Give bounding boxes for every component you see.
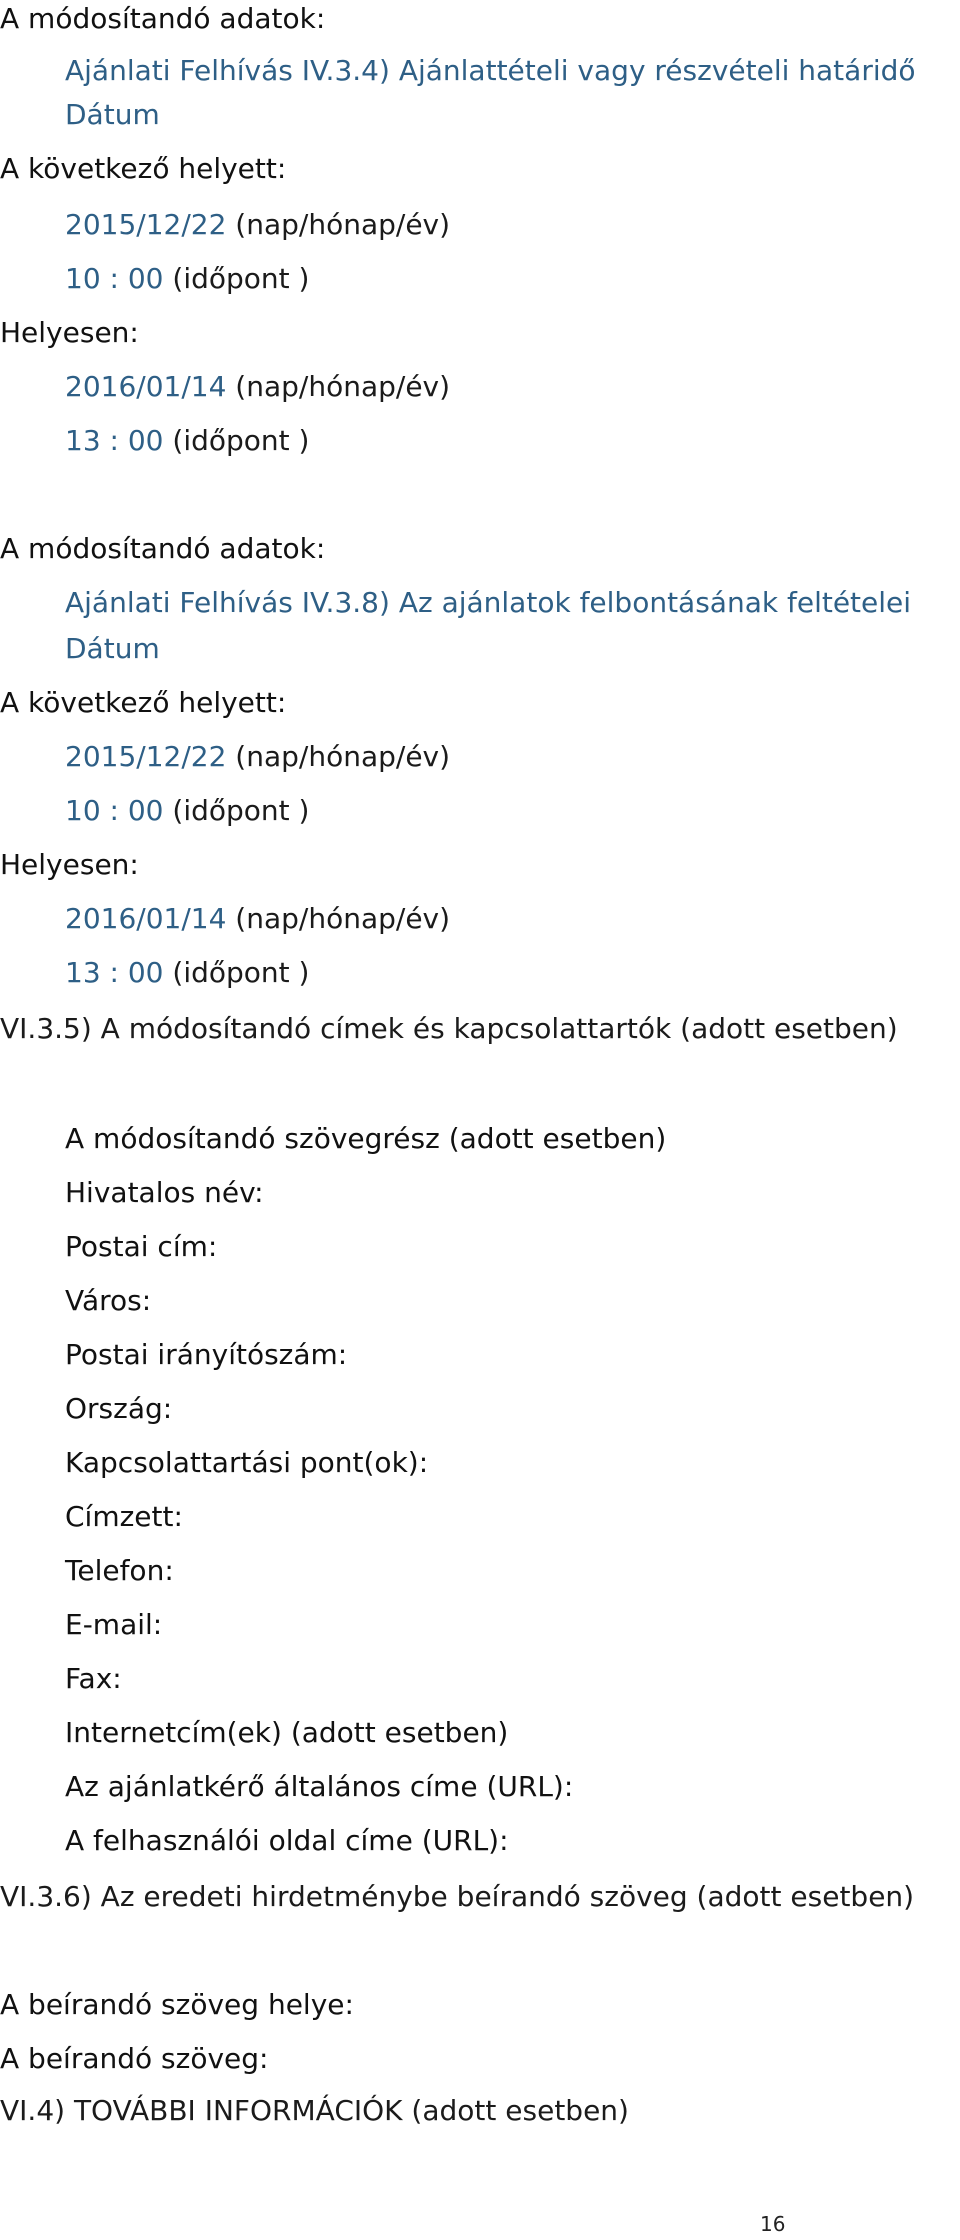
block2-instead-label: A következő helyett: (0, 686, 287, 719)
block1-old-time (65, 262, 309, 296)
block2-old-date-value: 2015/12/22 (65, 740, 227, 773)
block2-new-date (65, 902, 450, 936)
block2-new-date-value: 2016/01/14 (65, 902, 227, 935)
block2-old-time (65, 794, 309, 828)
block2-new-date-suffix: (nap/hónap/év) (235, 902, 451, 935)
block2-old-date (65, 740, 450, 774)
vi36-text-label: A beírandó szöveg: (0, 2042, 269, 2075)
vi35-item-email: E-mail: (65, 1608, 163, 1641)
vi35-item-postal-code: Postai irányítószám: (65, 1338, 348, 1371)
vi35-item-buyer-profile-url: A felhasználói oldal címe (URL): (65, 1824, 509, 1857)
vi35-item-official-name: Hivatalos név: (65, 1176, 264, 1209)
vi35-item-modified-text: A módosítandó szövegrész (adott esetben) (65, 1122, 667, 1155)
block1-old-date (65, 208, 450, 242)
block1-correct-label: Helyesen: (0, 316, 139, 349)
vi35-item-contact-points: Kapcsolattartási pont(ok): (65, 1446, 429, 1479)
block1-time-suffix: (időpont ) (172, 262, 310, 295)
block2-date-suffix: (nap/hónap/év) (235, 740, 451, 773)
block1-section-title: Ajánlati Felhívás IV.3.4) Ajánlattételi vagy részvételi határidő (65, 54, 916, 87)
block1-date-suffix: (nap/hónap/év) (235, 208, 451, 241)
block1-new-time-suffix: (időpont ) (172, 424, 310, 457)
block1-new-time (65, 424, 309, 458)
vi4-heading: VI.4) TOVÁBBI INFORMÁCIÓK (adott esetben) (0, 2094, 629, 2127)
block2-new-time-value: 13 : 00 (65, 956, 164, 989)
vi35-item-general-url: Az ajánlatkérő általános címe (URL): (65, 1770, 574, 1803)
block1-new-time-value: 13 : 00 (65, 424, 164, 457)
block2-correct-label: Helyesen: (0, 848, 139, 881)
block2-section-title: Ajánlati Felhívás IV.3.8) Az ajánlatok felbontásának feltételei (65, 586, 912, 619)
block2-time-suffix: (időpont ) (172, 794, 310, 827)
block2-new-time (65, 956, 309, 990)
block1-new-date-suffix: (nap/hónap/év) (235, 370, 451, 403)
vi35-heading: VI.3.5) A módosítandó címek és kapcsolattartók (adott esetben) (0, 1012, 898, 1045)
block1-field-label: Dátum (65, 98, 160, 131)
block2-old-time-value: 10 : 00 (65, 794, 164, 827)
vi35-item-country: Ország: (65, 1392, 173, 1425)
block1-old-date-value: 2015/12/22 (65, 208, 227, 241)
page-number: 16 (760, 2212, 786, 2236)
vi36-heading: VI.3.6) Az eredeti hirdetménybe beírandó szöveg (adott esetben) (0, 1880, 915, 1913)
block2-new-time-suffix: (időpont ) (172, 956, 310, 989)
block1-new-date (65, 370, 450, 404)
vi35-item-postal-address: Postai cím: (65, 1230, 218, 1263)
block2-header: A módosítandó adatok: (0, 532, 326, 565)
vi35-item-internet-addresses: Internetcím(ek) (adott esetben) (65, 1716, 509, 1749)
vi36-place-label: A beírandó szöveg helye: (0, 1988, 354, 2021)
vi35-item-fax: Fax: (65, 1662, 122, 1695)
block1-old-time-value: 10 : 00 (65, 262, 164, 295)
block1-new-date-value: 2016/01/14 (65, 370, 227, 403)
block2-field-label: Dátum (65, 632, 160, 665)
block1-header: A módosítandó adatok: (0, 2, 326, 35)
vi35-item-addressee: Címzett: (65, 1500, 183, 1533)
vi35-item-city: Város: (65, 1284, 152, 1317)
vi35-item-phone: Telefon: (65, 1554, 174, 1587)
block1-instead-label: A következő helyett: (0, 152, 287, 185)
